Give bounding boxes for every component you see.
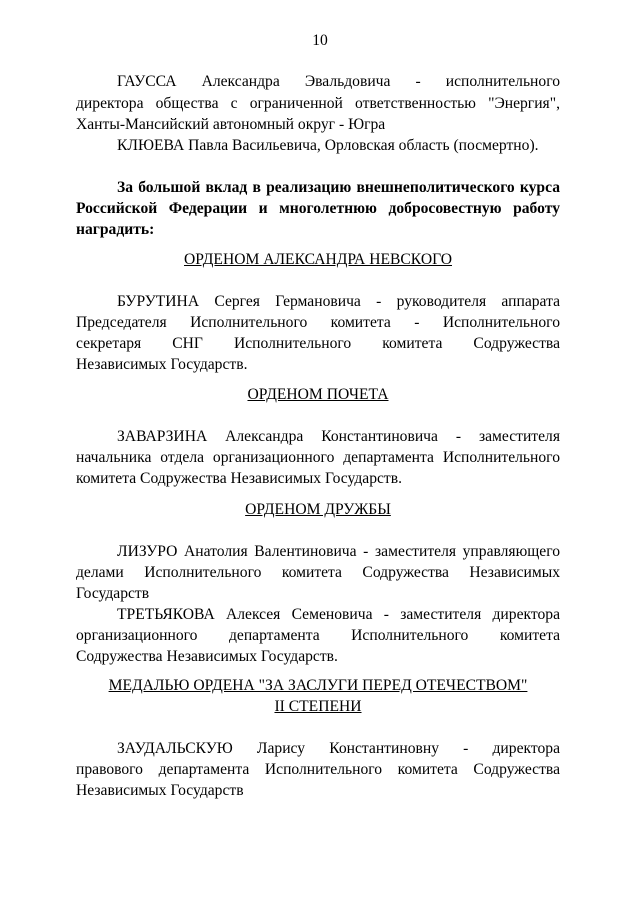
- text-line: Председателя Исполнительного комитета - Исполнительного: [76, 314, 560, 331]
- award-heading: ОРДЕНОМ ДРУЖБЫ: [245, 501, 391, 518]
- text-line: ЗАУДАЛЬСКУЮ Ларису Константиновну - директора: [117, 740, 560, 757]
- award-heading: ОРДЕНОМ ПОЧЕТА: [247, 386, 389, 403]
- text-line: КЛЮЕВА Павла Васильевича, Орловская область (посмертно).: [117, 137, 539, 154]
- text-line: организационного департамента Исполнительного комитета: [76, 627, 560, 644]
- text-line: комитета Содружества Независимых Государств.: [76, 470, 402, 487]
- intro-line: За большой вклад в реализацию внешнеполитического курса: [117, 179, 560, 196]
- text-line: БУРУТИНА Сергея Германовича - руководителя аппарата: [117, 293, 560, 310]
- award-heading: МЕДАЛЬЮ ОРДЕНА "ЗА ЗАСЛУГИ ПЕРЕД ОТЕЧЕСТВОМ": [108, 677, 528, 694]
- text-line: ТРЕТЬЯКОВА Алексея Семеновича - заместителя директора: [117, 606, 560, 623]
- text-line: правового департамента Исполнительного комитета Содружества: [76, 761, 560, 778]
- text-line: секретаря СНГ Исполнительного комитета Содружества: [76, 335, 560, 352]
- text-line: делами Исполнительного комитета Содружества Независимых: [76, 564, 560, 581]
- intro-line: Российской Федерации и многолетнюю добросовестную работу: [76, 200, 560, 217]
- text-line: начальника отдела организационного департамента Исполнительного: [76, 449, 560, 466]
- intro-line: наградить:: [76, 221, 155, 238]
- page-number: 10: [312, 32, 328, 49]
- text-line: Независимых Государств.: [76, 356, 248, 373]
- text-line: Ханты-Мансийский автономный округ - Югра: [76, 116, 386, 133]
- award-heading: ОРДЕНОМ АЛЕКСАНДРА НЕВСКОГО: [184, 251, 452, 268]
- text-line: Содружества Независимых Государств.: [76, 648, 338, 665]
- award-heading: II СТЕПЕНИ: [274, 698, 362, 715]
- text-line: ЛИЗУРО Анатолия Валентиновича - заместителя управляющего: [117, 543, 560, 560]
- text-line: директора общества с ограниченной ответственностью "Энергия",: [76, 95, 560, 112]
- text-line: Государств: [76, 585, 150, 602]
- text-line: Независимых Государств: [76, 782, 244, 799]
- text-line: ГАУССА Александра Эвальдовича - исполнительного: [117, 73, 560, 90]
- text-line: ЗАВАРЗИНА Александра Константиновича - заместителя: [117, 428, 560, 445]
